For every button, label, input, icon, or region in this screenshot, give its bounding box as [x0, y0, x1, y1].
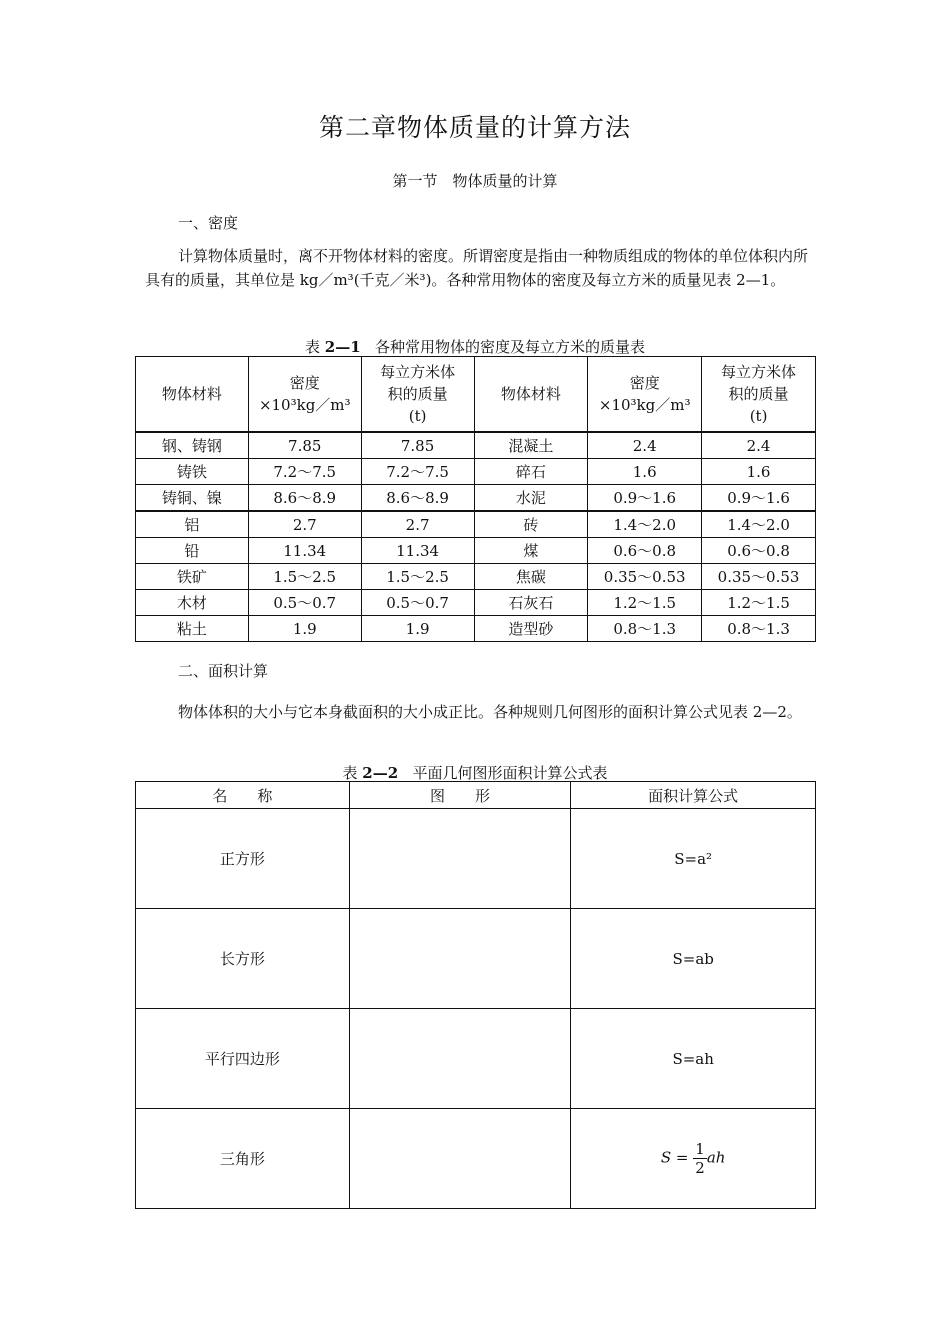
table-row: [136, 590, 816, 616]
cell-mass: 7.85: [361, 432, 474, 459]
header-mass-2: 每立方米体 积的质量 (t): [702, 357, 816, 433]
table-row: [136, 538, 816, 564]
cell-material: 碎石: [474, 459, 588, 485]
table-row: [136, 616, 816, 642]
cell-mass: 0.8～1.3: [702, 616, 816, 642]
cell-material: 造型砂: [474, 616, 588, 642]
section-subtitle: 第一节 物体质量的计算: [392, 172, 558, 190]
shape-figure: [349, 1009, 571, 1109]
table1-caption-number: 2—1: [324, 338, 361, 356]
cell-density: 7.85: [248, 432, 361, 459]
table-row: [136, 485, 816, 512]
cell-material: 铁矿: [136, 564, 249, 590]
cell-density: 0.35～0.53: [588, 564, 702, 590]
shape-figure: [349, 1109, 571, 1209]
shape-figure: [349, 809, 571, 909]
cell-mass: 1.4～2.0: [702, 511, 816, 538]
cell-mass: 0.35～0.53: [702, 564, 816, 590]
table-row: [136, 809, 816, 909]
cell-density: 0.9～1.6: [588, 485, 702, 512]
section-heading-area: 二、面积计算: [178, 662, 269, 680]
cell-density: 0.8～1.3: [588, 616, 702, 642]
cell-density: 2.7: [248, 511, 361, 538]
shape-figure: [349, 909, 571, 1009]
header-density: 密度 ×10³kg／m³: [248, 357, 361, 433]
table-header-row: [136, 782, 816, 809]
cell-material: 铸铜、镍: [136, 485, 249, 512]
cell-density: 0.6～0.8: [588, 538, 702, 564]
table2-caption-prefix: 表: [342, 764, 358, 782]
cell-mass: 1.5～2.5: [361, 564, 474, 590]
cell-mass: 8.6～8.9: [361, 485, 474, 512]
cell-material: 煤: [474, 538, 588, 564]
cell-density: 8.6～8.9: [248, 485, 361, 512]
table-row: [136, 909, 816, 1009]
table2-caption-number: 2—2: [362, 764, 399, 782]
formula-rhs: ah: [706, 1148, 726, 1167]
paragraph-area-text: 物体体积的大小与它本身截面积的大小成正比。各种规则几何图形的面积计算公式见表 2—2。: [178, 703, 802, 721]
shape-formula: S=ab: [571, 909, 816, 1009]
shape-formula: S=ah: [571, 1009, 816, 1109]
cell-mass: 0.5～0.7: [361, 590, 474, 616]
cell-material: 粘土: [136, 616, 249, 642]
table1-caption-text: 各种常用物体的密度及每立方米的质量表: [374, 338, 645, 356]
cell-material: 混凝土: [474, 432, 588, 459]
table-row: [136, 1009, 816, 1109]
cell-material: 焦碳: [474, 564, 588, 590]
shape-name: 长方形: [136, 909, 350, 1009]
table1-caption-prefix: 表: [305, 338, 321, 356]
table1-caption: [135, 336, 815, 357]
cell-mass: 1.9: [361, 616, 474, 642]
paragraph-area: [145, 700, 815, 724]
fraction-numerator: 1: [695, 1140, 705, 1158]
cell-mass: 7.2～7.5: [361, 459, 474, 485]
formula-lhs: S =: [660, 1148, 689, 1167]
cell-material: 铅: [136, 538, 249, 564]
cell-mass: 0.9～1.6: [702, 485, 816, 512]
cell-mass: 1.6: [702, 459, 816, 485]
header-mass: 每立方米体 积的质量 (t): [361, 357, 474, 433]
table2-caption-text: 平面几何图形面积计算公式表: [412, 764, 608, 782]
cell-density: 1.5～2.5: [248, 564, 361, 590]
shape-formula: S=a²: [571, 809, 816, 909]
table-row: [136, 511, 816, 538]
density-table: [135, 356, 816, 642]
table-row: [136, 564, 816, 590]
table-row: [136, 1109, 816, 1209]
shape-formula: [571, 1109, 816, 1209]
section-heading-density: 一、密度: [178, 214, 239, 232]
cell-mass: 0.6～0.8: [702, 538, 816, 564]
header-material: 物体材料: [136, 357, 249, 433]
cell-mass: 2.4: [702, 432, 816, 459]
shape-name: 正方形: [136, 809, 350, 909]
area-formula-table: [135, 781, 816, 1209]
header-material-2: 物体材料: [474, 357, 588, 433]
page-title: 第二章物体质量的计算方法: [318, 113, 631, 142]
fraction-denominator: 2: [695, 1159, 705, 1177]
cell-density: 7.2～7.5: [248, 459, 361, 485]
table2-caption: [135, 762, 815, 783]
cell-mass: 1.2～1.5: [702, 590, 816, 616]
formula-fraction: [693, 1140, 707, 1177]
cell-mass: 11.34: [361, 538, 474, 564]
cell-material: 铸铁: [136, 459, 249, 485]
paragraph-density: [145, 244, 815, 292]
cell-material: 砖: [474, 511, 588, 538]
table-row: [136, 432, 816, 459]
cell-material: 铝: [136, 511, 249, 538]
shape-name: 平行四边形: [136, 1009, 350, 1109]
header-density-2: 密度 ×10³kg／m³: [588, 357, 702, 433]
header-figure: 图 形: [349, 782, 571, 809]
cell-mass: 2.7: [361, 511, 474, 538]
paragraph-density-text: 计算物体质量时，离不开物体材料的密度。所谓密度是指由一种物质组成的物体的单位体积内所具有的质量，其单位是 kg／m³(千克／米³)。各种常用物体的密度及每立方米的质量见表 2—1。: [145, 247, 809, 289]
table-row: [136, 459, 816, 485]
cell-density: 1.6: [588, 459, 702, 485]
cell-material: 水泥: [474, 485, 588, 512]
cell-density: 1.9: [248, 616, 361, 642]
cell-density: 0.5～0.7: [248, 590, 361, 616]
cell-material: 石灰石: [474, 590, 588, 616]
shape-name: 三角形: [136, 1109, 350, 1209]
cell-density: 1.4～2.0: [588, 511, 702, 538]
cell-material: 木材: [136, 590, 249, 616]
cell-material: 钢、铸钢: [136, 432, 249, 459]
header-name: 名 称: [136, 782, 350, 809]
table-header-row: [136, 357, 816, 433]
cell-density: 11.34: [248, 538, 361, 564]
header-formula: 面积计算公式: [571, 782, 816, 809]
cell-density: 1.2～1.5: [588, 590, 702, 616]
cell-density: 2.4: [588, 432, 702, 459]
